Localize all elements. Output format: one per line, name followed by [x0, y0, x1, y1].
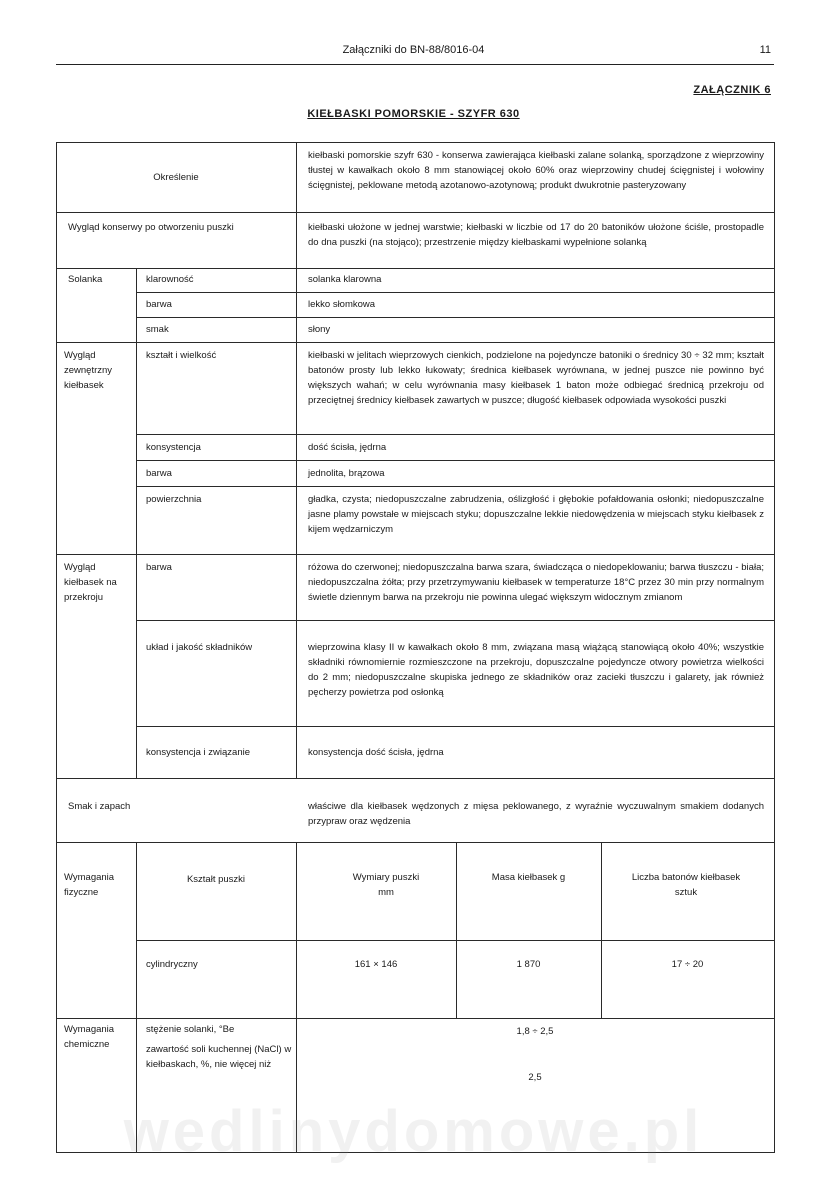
fizyczne-header: Kształt puszki: [186, 874, 246, 885]
watermark: wedlinydomowe.pl: [123, 1099, 704, 1164]
zewnetrzny-item-name: barwa: [146, 468, 172, 479]
przekroj-item-value: wieprzowina klasy II w kawałkach około 8 mm, związana masą wiążącą stanowiącą około 40%; wszystkie składniki równomiernie rozmieszczone na przekroju, dopuszczalne pojedyncze otwory powietrza wielkości do 2 mm; niedopuszczalne skupiska jednego ze składników oraz zacieki tłuszczu i galarety, jak również pęcherzy powietrza pod osłonką: [308, 642, 764, 698]
chemiczne-item-value: 1,8 ÷ 2,5: [516, 1026, 554, 1037]
zewnetrzny-item-name: kształt i wielkość: [146, 350, 217, 361]
value-smak-zapach: właściwe dla kiełbasek wędzonych z mięsa peklowanego, z wyraźnie wyczuwalnym smakiem dodanych przypraw oraz wędzenia: [308, 801, 764, 827]
solanka-item-name: klarowność: [146, 274, 194, 285]
przekroj-item-name: konsystencja i związanie: [146, 747, 251, 758]
przekroj-item-name: układ i jakość składników: [146, 642, 253, 653]
fizyczne-header: Wymiary puszki mm: [352, 872, 420, 898]
przekroj-item-value: konsystencja dość ścisła, jędrna: [308, 747, 444, 758]
header-title: Załączniki do BN-88/8016-04: [342, 44, 485, 56]
label-wyglad-przekroj: Wygląd kiełbasek na przekroju: [64, 562, 117, 603]
chemiczne-item-value: 2,5: [528, 1072, 542, 1083]
specification-table: [56, 142, 774, 1152]
przekroj-item-name: barwa: [146, 562, 172, 573]
zewnetrzny-item-name: powierzchnia: [146, 494, 202, 505]
document-title: KIEŁBASKI POMORSKIE - SZYFR 630: [307, 108, 520, 120]
fizyczne-header: Liczba batonów kiełbasek sztuk: [631, 872, 741, 898]
fizyczne-value: cylindryczny: [146, 959, 198, 970]
label-wyglad-konserwy: Wygląd konserwy po otworzeniu puszki: [68, 222, 234, 233]
label-chemiczne: Wymagania chemiczne: [64, 1024, 115, 1050]
solanka-item-value: lekko słomkowa: [308, 299, 376, 310]
value-okreslenie: kiełbaski pomorskie szyfr 630 - konserwa zawierająca kiełbaski zalane solanką, sporządzone z wieprzowiny tłustej w kawałkach około 8 mm stanowiącej około 60% oraz wieprzowiny chudej ścięgnistej i wołowiny ścięgnistej, peklowane metodą azotanowo-azotynową; produkt dwukrotnie pasteryzowany: [308, 150, 764, 191]
fizyczne-header: Masa kiełbasek g: [491, 872, 566, 883]
fizyczne-value: 17 ÷ 20: [671, 959, 704, 970]
zewnetrzny-item-name: konsystencja: [146, 442, 201, 453]
chemiczne-item-name: zawartość soli kuchennej (NaCl) w kiełbaskach, %, nie więcej niż: [146, 1044, 292, 1070]
zewnetrzny-item-value: jednolita, brązowa: [308, 468, 385, 479]
value-wyglad-konserwy: kiełbaski ułożone w jednej warstwie; kiełbaski w liczbie od 17 do 20 batoników ułożone ściśle, prostopadle do dna puszki (na stojąco); przestrzenie między kiełbaskami wypełnione solanką: [308, 222, 764, 248]
fizyczne-value: 1 870: [516, 959, 541, 970]
label-okreslenie: Określenie: [153, 172, 199, 183]
zewnetrzny-item-value: kiełbaski w jelitach wieprzowych cienkich, podzielone na pojedyncze batoniki o średnicy 30 ÷ 32 mm; kształt batonów prosty lub lekko łukowaty; średnica kiełbasek wyrównana, w jednej puszce nie powinno być większych wahań; w celu wyrównania masy kiełbasek 1 baton może odbiegać średnicą przekroju od przeciętnej średnicy kiełbasek zawartych w puszce; długość kiełbasek odpowiada wysokości puszki: [308, 350, 764, 406]
annex-label: ZAŁĄCZNIK 6: [693, 84, 771, 96]
label-solanka: Solanka: [68, 274, 103, 285]
fizyczne-value: 161 × 146: [354, 959, 398, 970]
page-number: 11: [759, 44, 771, 56]
solanka-item-value: solanka klarowna: [308, 274, 382, 285]
solanka-item-name: barwa: [146, 299, 172, 310]
header-rule: [56, 64, 774, 65]
przekroj-item-value: różowa do czerwonej; niedopuszczalna barwa szara, świadcząca o niedopeklowaniu; barwa tłuszczu - biała; niedopuszczalna żółta; przy przetrzymywaniu kiełbasek w temperaturze 18°C przez 30 min przy normalnym świetle dziennym barwa na przekroju nie powinna ulegać większym widocznym zmianom: [308, 562, 764, 603]
zewnetrzny-item-value: gładka, czysta; niedopuszczalne zabrudzenia, oślizgłość i głębokie pofałdowania osłonki; niedopuszczalne jasne plamy powstałe w miejscach styku; dopuszczalne lekkie niedowędzenia w miejscach styku kiełbasek z kijem wędzarniczym: [308, 494, 764, 535]
zewnetrzny-item-value: dość ścisła, jędrna: [308, 442, 387, 453]
chemiczne-item-name: stężenie solanki, °Be: [146, 1024, 235, 1035]
solanka-item-name: smak: [146, 324, 169, 335]
solanka-item-value: słony: [308, 324, 331, 335]
label-smak-zapach: Smak i zapach: [68, 801, 131, 812]
label-wyglad-zewnetrzny: Wygląd zewnętrzny kiełbasek: [64, 350, 113, 391]
label-fizyczne: Wymagania fizyczne: [64, 872, 115, 898]
